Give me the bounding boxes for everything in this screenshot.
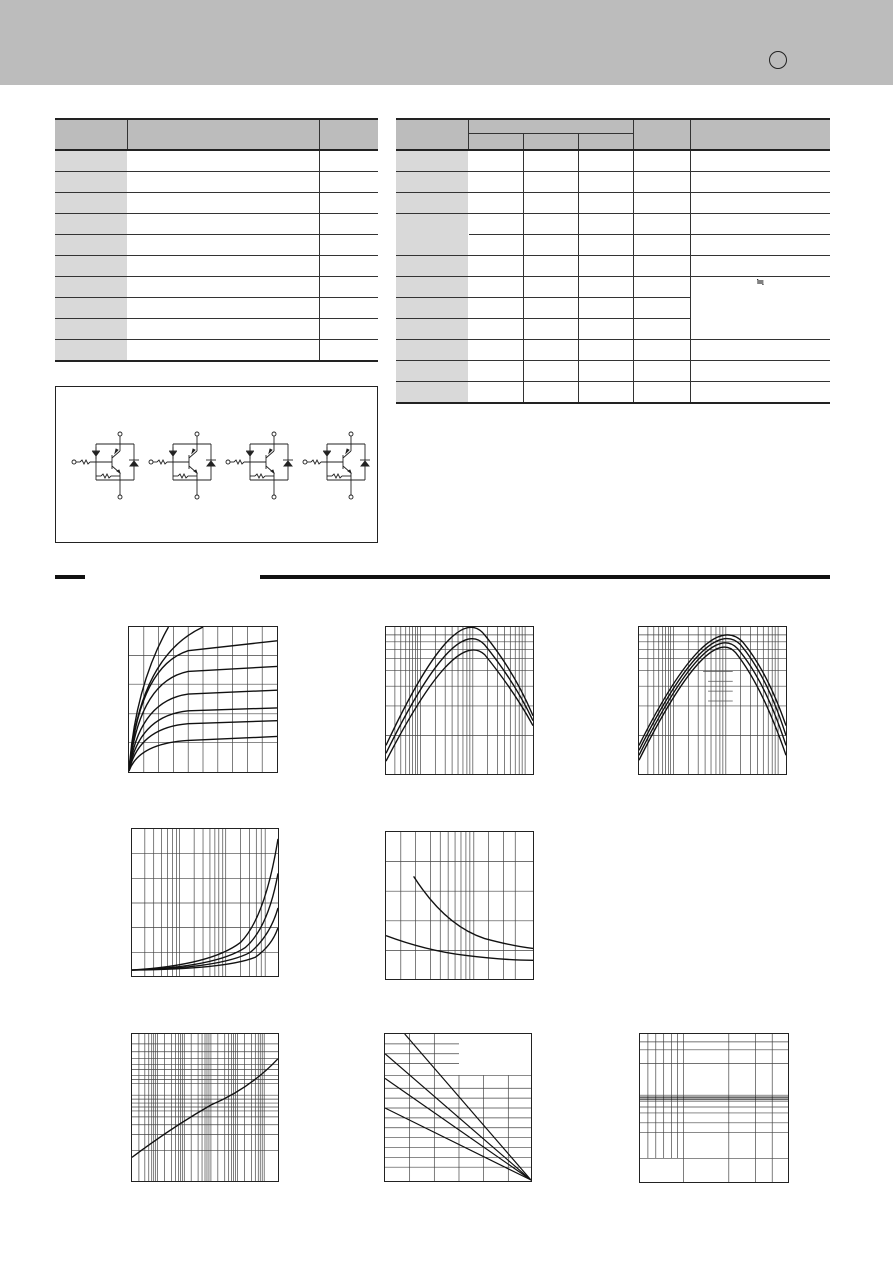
characteristics-table [396,118,830,404]
circuit-diagram [56,387,377,542]
table-row [396,382,830,404]
section-rule-short [55,575,85,579]
graph-vce-sat-ib [131,828,279,977]
table-row [396,193,830,214]
approx-symbol: ≒ [690,277,830,340]
darlington-transistor-icon [149,432,216,499]
table-row [396,340,830,361]
table-row [396,214,830,235]
table-row [55,150,378,172]
ratings-header-row [55,119,378,150]
characteristics-header-row [396,119,830,134]
table-row [55,172,378,193]
table-row [396,256,830,277]
darlington-transistor-icon [303,432,370,499]
graph-hfe-ic-vce [638,626,787,775]
table-row [55,235,378,256]
graph-hfe-ic-temp [385,626,534,775]
circuit-panel [55,386,378,543]
table-row [396,172,830,193]
table-row [55,298,378,319]
graph-transient-thermal [131,1033,279,1182]
darlington-transistor-icon [72,432,139,499]
graph-safe-operating-area [384,1033,532,1182]
table-row [55,277,378,298]
table-row [55,214,378,235]
table-row [396,150,830,172]
circle-mark-icon [769,51,787,69]
table-row [55,193,378,214]
table-row [55,319,378,340]
section-rule-long [260,575,830,579]
header-band [0,0,893,85]
table-row [396,361,830,382]
graph-ic-vce [128,626,278,773]
table-row [55,256,378,277]
ratings-table [55,118,378,362]
table-row [396,277,830,298]
table-row [55,340,378,362]
graph-derating [639,1033,789,1183]
darlington-transistor-icon [226,432,293,499]
graph-switching-time [385,831,534,980]
